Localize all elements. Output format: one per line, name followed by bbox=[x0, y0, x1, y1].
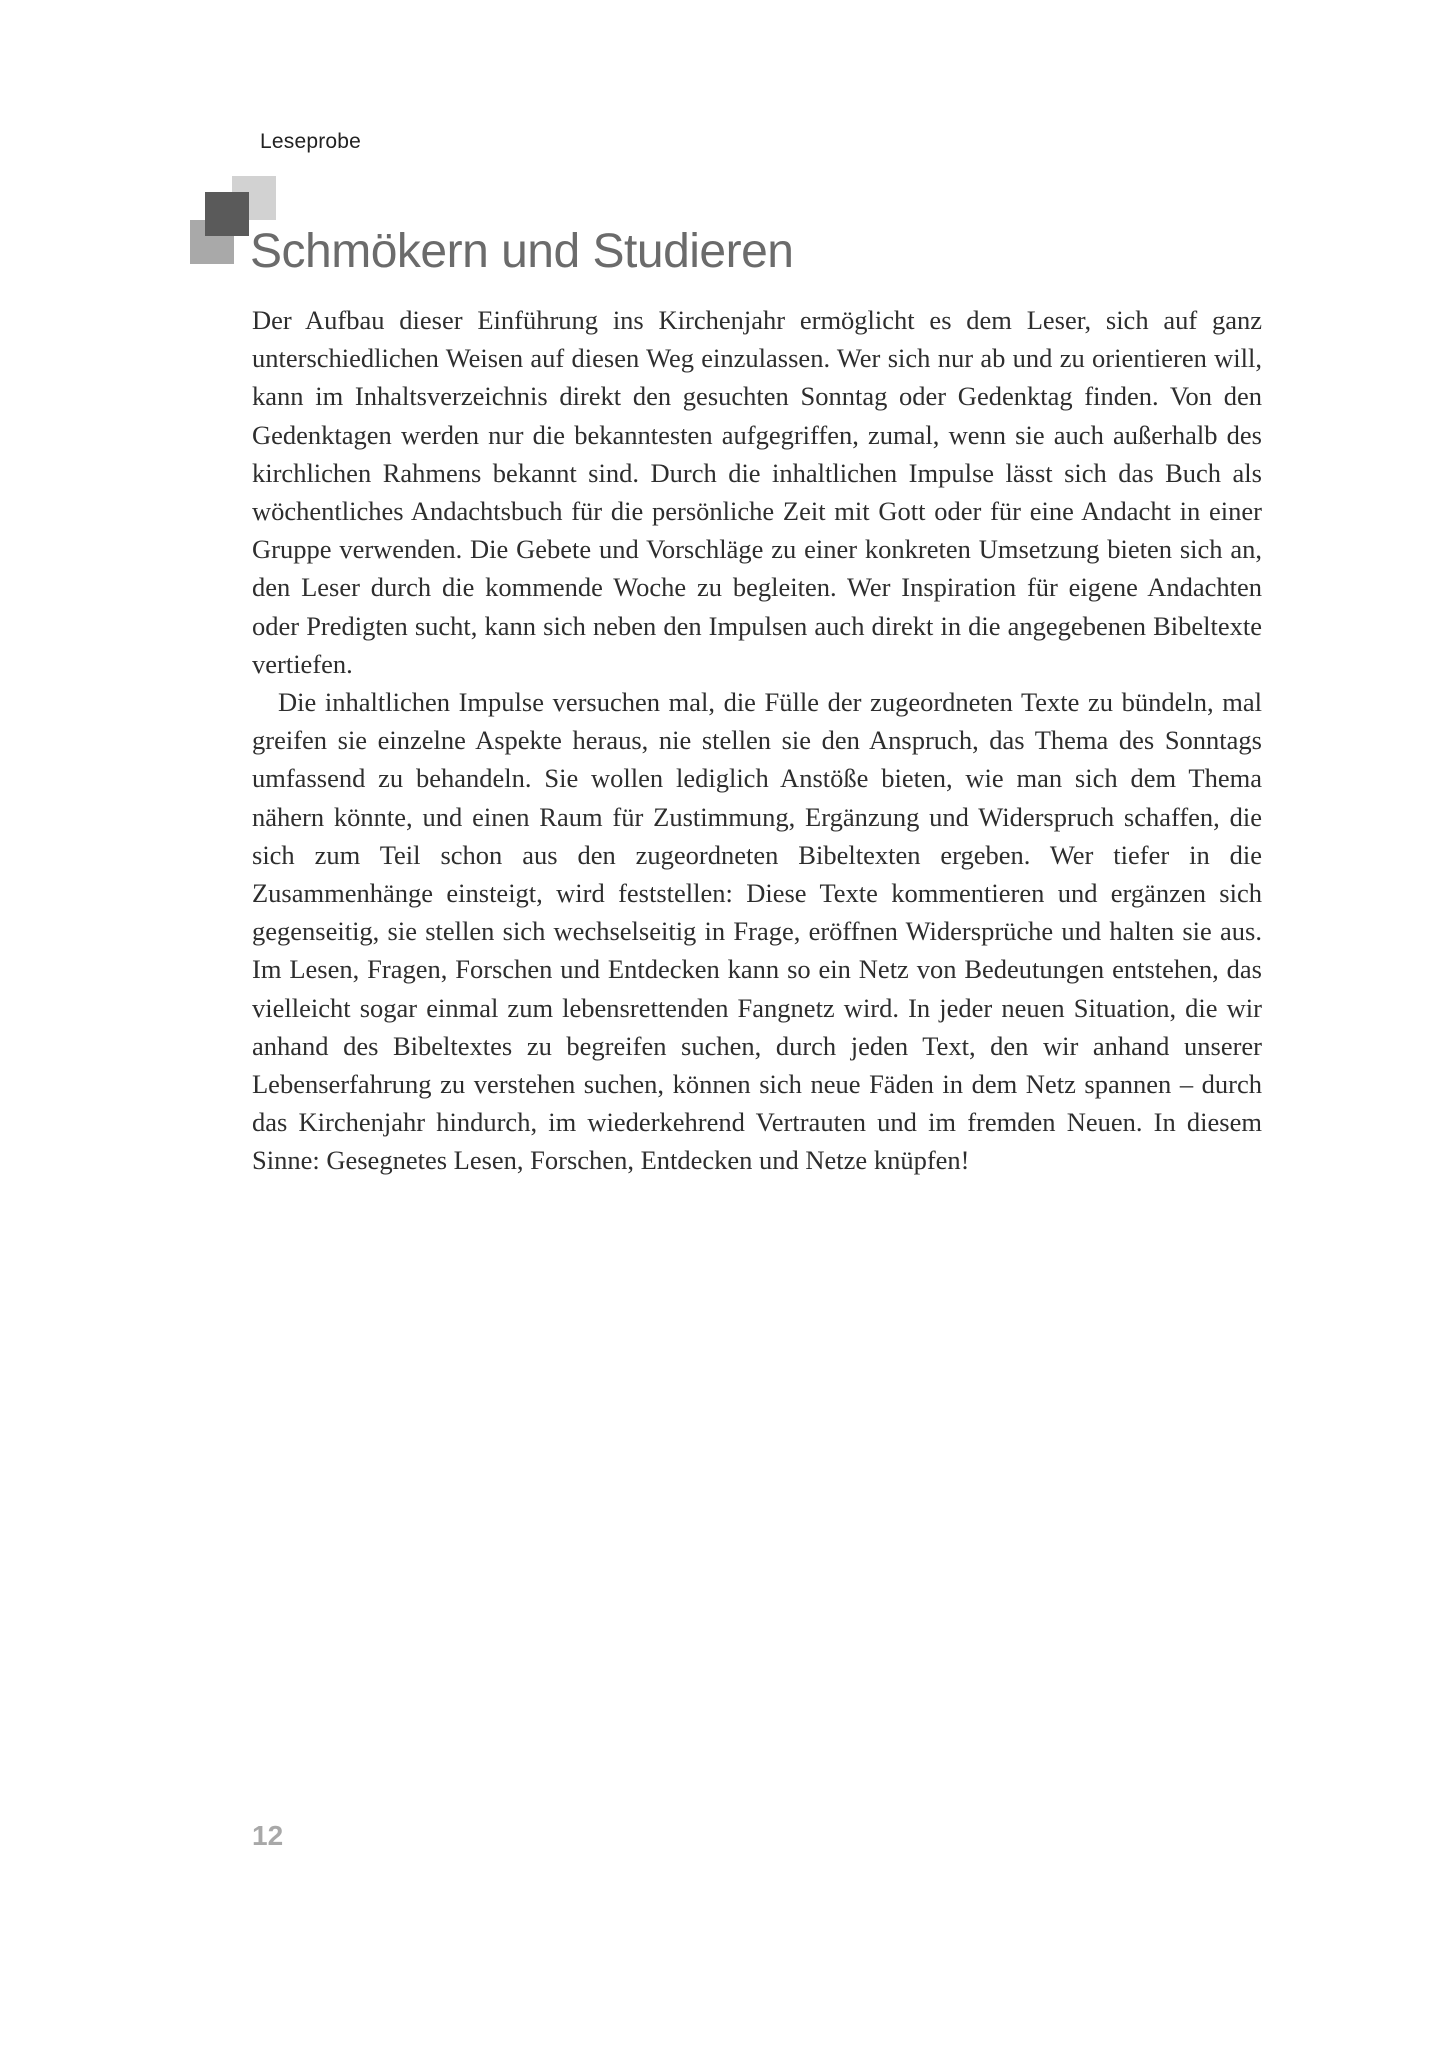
chapter-title: Schmökern und Studieren bbox=[250, 225, 794, 278]
ornament-square-dark bbox=[205, 192, 249, 236]
body-paragraph-2: Die inhaltlichen Impulse versuchen mal, die Fülle der zugeordneten Texte zu bündeln, mal greifen sie einzelne Aspekte heraus, nie stellen sie den Anspruch, das Thema des Sonntags umfassend zu behandeln. Sie wollen lediglich Anstöße bieten, wie man sich dem Thema nähern könnte, und einen Raum für Zustimmung, Ergänzung und Widerspruch schaffen, die sich zum Teil schon aus den zugeordneten Bibeltexten ergeben. Wer tiefer in die Zusammenhänge einsteigt, wird feststellen: Diese Texte kommentieren und ergänzen sich gegenseitig, sie stellen sich wechselseitig in Frage, eröffnen Widersprüche und halten sie aus. Im Lesen, Fragen, Forschen und Entdecken kann so ein Netz von Bedeutungen entstehen, das vielleicht sogar einmal zum lebensrettenden Fangnetz wird. In jeder neuen Situation, die wir anhand des Bibeltextes zu begreifen suchen, durch jeden Text, den wir anhand unserer Lebenserfahrung zu verstehen suchen, können sich neue Fäden in dem Netz spannen – durch das Kirchenjahr hindurch, im wiederkehrend Vertrauten und im fremden Neuen. In diesem Sinne: Gesegnetes Lesen, Forschen, Entdecken und Netze knüpfen! bbox=[252, 687, 1262, 1176]
body-paragraph-1: Der Aufbau dieser Einführung ins Kirchenjahr ermöglicht es dem Leser, sich auf ganz unterschiedlichen Weisen auf diesen Weg einzulassen. Wer sich nur ab und zu orientieren will, kann im Inhaltsverzeichnis direkt den gesuchten Sonntag oder Gedenktag finden. Von den Gedenktagen werden nur die bekanntesten aufgegriffen, zumal, wenn sie auch außerhalb des kirchlichen Rahmens bekannt sind. Durch die inhaltlichen Impulse lässt sich das Buch als wöchentliches Andachtsbuch für die persönliche Zeit mit Gott oder für eine Andacht in einer Gruppe verwenden. Die Gebete und Vorschläge zu einer konkreten Umsetzung bieten sich an, den Leser durch die kommende Woche zu begleiten. Wer Inspiration für eigene Andachten oder Predigten sucht, kann sich neben den Impulsen auch direkt in die angegebenen Bibeltexte vertiefen. bbox=[252, 305, 1262, 679]
page-number: 12 bbox=[252, 1820, 284, 1851]
running-head: Leseprobe bbox=[260, 130, 362, 153]
chapter-body bbox=[252, 301, 1262, 1180]
